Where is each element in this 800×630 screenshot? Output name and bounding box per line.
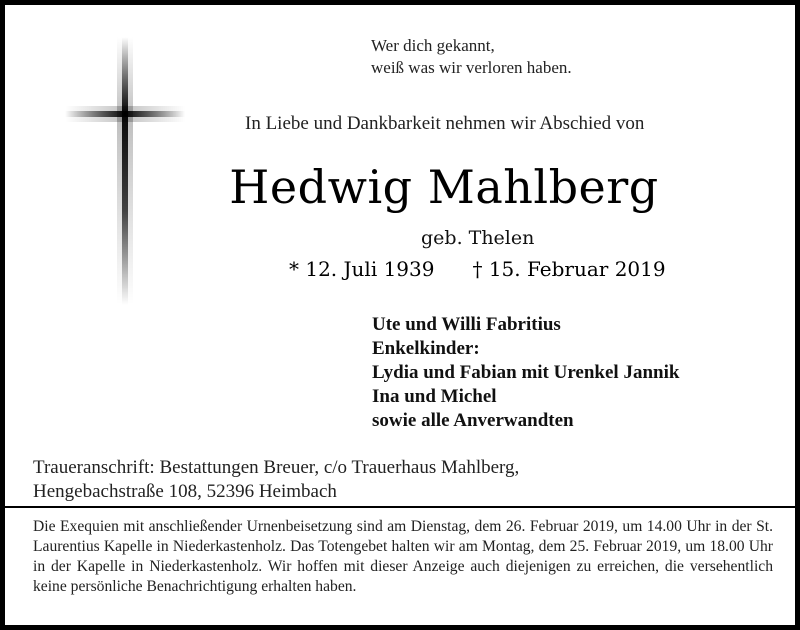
mourners-list xyxy=(372,313,679,433)
mourning-address xyxy=(33,456,519,504)
death-date: † 15. Februar 2019 xyxy=(472,257,666,281)
address-line-1: Traueranschrift: Bestattungen Breuer, c/o Trauerhaus Mahlberg, xyxy=(33,457,520,478)
divider xyxy=(5,506,795,508)
mourner-line: Ina und Michel xyxy=(372,386,497,407)
life-dates xyxy=(289,257,666,281)
mourner-line: Lydia und Fabian mit Urenkel Jannik xyxy=(372,362,680,383)
verse-line-1: Wer dich gekannt, xyxy=(371,36,495,55)
mourner-line: sowie alle Anverwandten xyxy=(372,410,574,431)
mourner-line: Enkelkinder: xyxy=(372,338,480,359)
deceased-name: Hedwig Mahlberg xyxy=(229,160,659,214)
birth-name: geb. Thelen xyxy=(421,227,535,249)
mourner-line: Ute und Willi Fabritius xyxy=(372,314,561,335)
intro-text: In Liebe und Dankbarkeit nehmen wir Abschied von xyxy=(245,113,645,134)
verse xyxy=(371,35,572,79)
funeral-info: Die Exequien mit anschließender Urnenbeisetzung sind am Dienstag, dem 26. Februar 2019, um 14.00 Uhr in der St. Laurentius Kapelle in Niederkastenholz. Das Totengebet halten wir am Montag, dem 25. Februar 2019, um 18.00 Uhr in der Kapelle in Niederkastenholz. Wir hoffen mit dieser Anzeige auch diejenigen zu erreichen, die versehentlich keine persönliche Benachrichtigung erhalten haben. xyxy=(33,518,773,595)
verse-line-2: weiß was wir verloren haben. xyxy=(371,58,572,77)
address-line-2: Hengebachstraße 108, 52396 Heimbach xyxy=(33,481,337,502)
birth-date: * 12. Juli 1939 xyxy=(289,257,435,281)
